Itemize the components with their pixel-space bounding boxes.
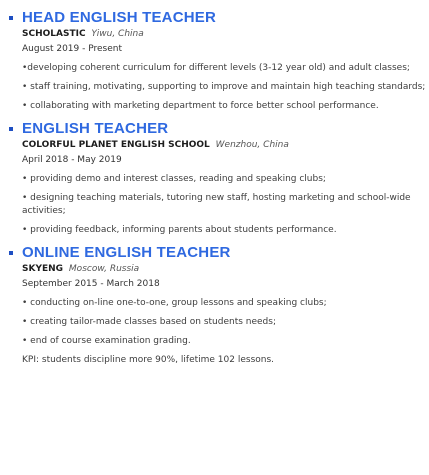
job-title: ONLINE ENGLISH TEACHER: [22, 244, 231, 261]
duty-list: [6, 173, 429, 237]
job-meta: [6, 263, 429, 291]
job-location: Yiwu, China: [91, 29, 144, 39]
job-dates: April 2018 - May 2019: [22, 155, 122, 165]
duty-item: • collaborating with marketing department to force better school performance.: [22, 101, 379, 111]
duty-item: • designing teaching materials, tutoring new staff, hosting marketing and school-wide activities;: [22, 193, 411, 216]
duty-item: • conducting on-line one-to-one, group lessons and speaking clubs;: [22, 298, 327, 308]
duty-item: • providing feedback, informing parents about students performance.: [22, 225, 337, 235]
job-meta: [6, 139, 429, 167]
company-line: [22, 28, 429, 41]
job-title: HEAD ENGLISH TEACHER: [22, 9, 217, 26]
job-dates: September 2015 - March 2018: [22, 279, 160, 289]
job-dates: August 2019 - Present: [22, 44, 122, 54]
company-name: SCHOLASTIC: [22, 29, 86, 39]
job-title-row: [6, 119, 429, 139]
duty-item: • creating tailor-made classes based on students needs;: [22, 317, 276, 327]
job-location: Moscow, Russia: [68, 264, 140, 274]
duty-item: •developing coherent curriculum for different levels (3-12 year old) and adult classes;: [22, 63, 410, 73]
square-bullet-icon: [9, 16, 13, 20]
job-entry-online-english-teacher: [6, 243, 429, 367]
square-bullet-icon: [9, 127, 13, 131]
company-line: [22, 263, 429, 276]
company-name: COLORFUL PLANET ENGLISH SCHOOL: [22, 140, 210, 150]
duty-list: [6, 297, 429, 367]
job-title-row: [6, 8, 429, 28]
duty-item: • end of course examination grading.: [22, 336, 191, 346]
job-entry-head-english-teacher: [6, 8, 429, 113]
job-location: Wenzhou, China: [215, 140, 289, 150]
duty-list: [6, 62, 429, 113]
kpi-note: KPI: students discipline more 90%, lifetime 102 lessons.: [22, 355, 275, 365]
duty-item: • staff training, motivating, supporting to improve and maintain high teaching standards;: [22, 82, 426, 92]
company-line: [22, 139, 429, 152]
square-bullet-icon: [9, 251, 13, 255]
job-entry-english-teacher: [6, 119, 429, 237]
job-meta: [6, 28, 429, 56]
company-name: SKYENG: [22, 264, 64, 274]
job-title: ENGLISH TEACHER: [22, 120, 169, 137]
duty-item: • providing demo and interest classes, reading and speaking clubs;: [22, 174, 326, 184]
job-title-row: [6, 243, 429, 263]
